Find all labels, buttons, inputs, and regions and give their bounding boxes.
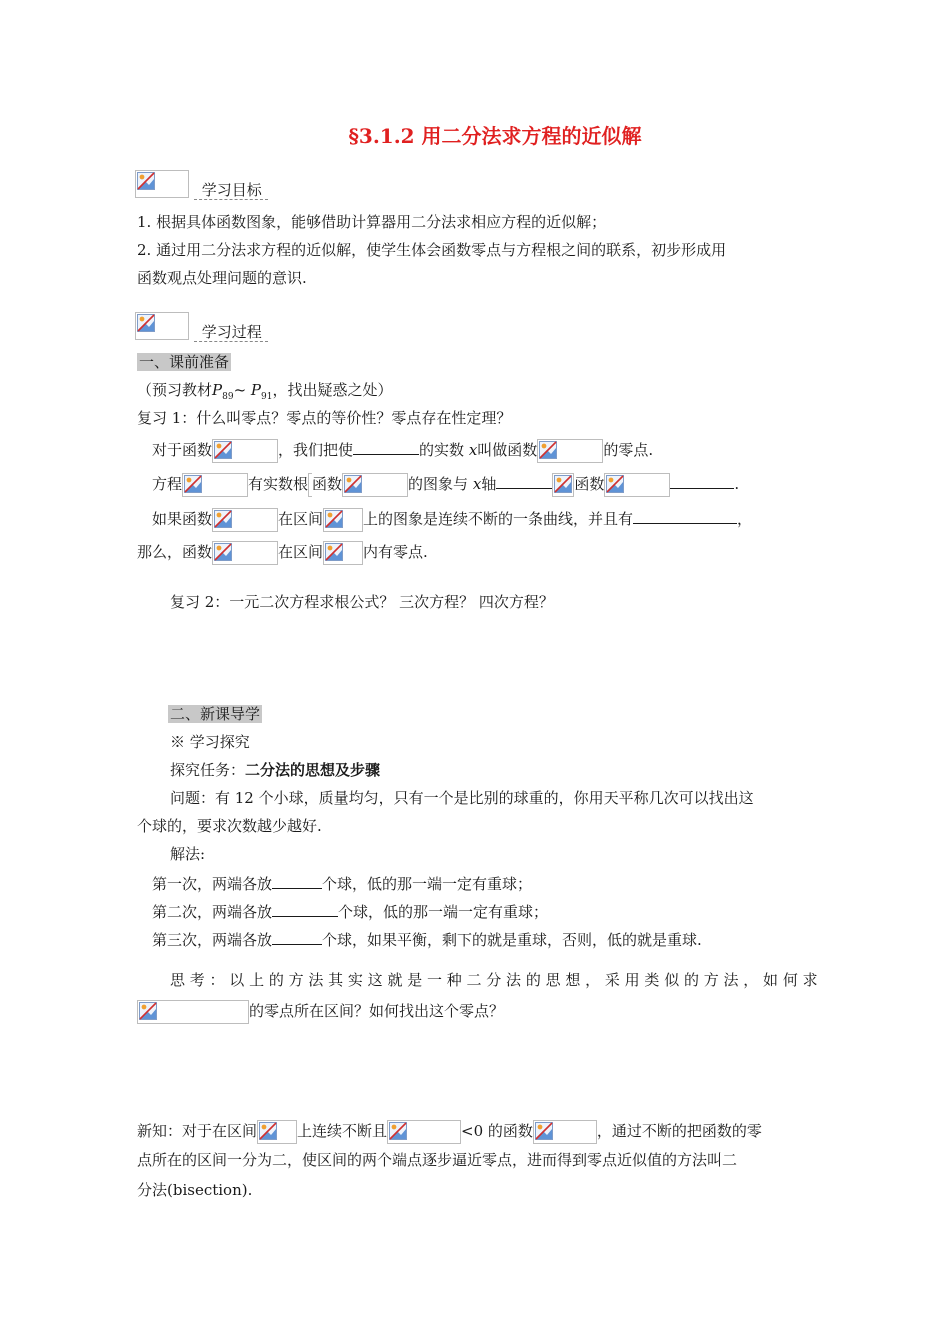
formula-image [137, 1000, 249, 1024]
problem-line-1: 问题：有 12 个小球，质量均匀，只有一个是比别的球重的，你用天平称几次可以找出这 [170, 789, 754, 807]
explore-heading: ※ 学习探究 [170, 733, 250, 751]
step-1: 第一次，两端各放 个球，低的那一端一定有重球； [152, 872, 532, 894]
formula-image [212, 541, 278, 565]
new-knowledge-line-3: 分法(bisection). [137, 1181, 253, 1199]
existence-line: 如果函数 在区间 上的图象是连续不断的一条曲线，并且有 ， [152, 507, 752, 532]
section-prep: 一、课前准备 [139, 353, 230, 371]
broken-image-icon [214, 510, 232, 528]
broken-image-icon [539, 441, 557, 459]
process-heading: 学习过程 [194, 323, 268, 342]
goal-line-3: 函数观点处理问题的意识. [137, 269, 307, 287]
broken-image-icon [535, 1122, 553, 1140]
preview-line: （预习教材$P_{89}\sim$ $P_{91}$，找出疑惑之处） [137, 381, 393, 402]
goal-line-2: 2. 通过用二分法求方程的近似解，使学生体会函数零点与方程根之间的联系，初步形成用 [137, 241, 727, 259]
step-2: 第二次，两端各放 个球，低的那一端一定有重球； [152, 900, 548, 922]
formula-image [182, 473, 248, 497]
new-knowledge-line-2: 点所在的区间一分为二，使区间的两个端点逐步逼近零点，进而得到零点近似值的方法叫二 [137, 1151, 738, 1169]
interval-image [323, 541, 363, 565]
existence-conclusion-line: 那么，函数 在区间 内有零点. [137, 541, 428, 565]
think-line-2: 的零点所在区间？如何找出这个零点？ [137, 1000, 504, 1024]
heading-image-placeholder [135, 312, 189, 340]
fill-blank[interactable] [272, 900, 338, 917]
solution-label: 解法: [170, 845, 206, 863]
formula-image [533, 1120, 597, 1144]
zero-definition-line: 对于函数 ，我们把使 的实数 x叫做函数 的零点. [152, 438, 653, 463]
interval-image [323, 508, 363, 532]
formula-image [308, 473, 312, 497]
broken-image-icon [344, 475, 362, 493]
broken-image-icon [214, 543, 232, 561]
broken-image-icon [325, 510, 343, 528]
section-new-lesson: 二、新课导学 [170, 705, 261, 723]
think-line-1: 思 考 ： 以 上 的 方 法 其 实 这 就 是 一 种 二 分 法 的 思 想 ， 采 用 类 似 的 方 法 ， 如 何 求 [170, 971, 818, 989]
interval-image [257, 1120, 297, 1144]
process-heading-row [135, 312, 268, 340]
fill-blank[interactable] [272, 872, 322, 889]
formula-image [604, 473, 670, 497]
fill-blank[interactable] [496, 472, 552, 489]
equivalence-line: 方程 有实数根 函数 的图象与 x轴 函数 . [152, 472, 739, 497]
page-title: §3.1.2 用二分法求方程的近似解 [348, 124, 642, 148]
formula-image [537, 439, 603, 463]
formula-image [387, 1120, 461, 1144]
broken-image-icon [139, 1002, 157, 1020]
broken-image-icon [389, 1122, 407, 1140]
fill-blank[interactable] [670, 472, 734, 489]
broken-image-icon [137, 314, 155, 332]
fill-blank[interactable] [353, 438, 419, 455]
broken-image-icon [184, 475, 202, 493]
task-line: 探究任务：二分法的思想及步骤 [170, 761, 381, 779]
formula-image [212, 508, 278, 532]
review-1: 复习 1：什么叫零点？零点的等价性？零点存在性定理？ [137, 409, 512, 427]
formula-image [552, 473, 574, 497]
new-knowledge-line-1: 新知：对于在区间 上连续不断且 <0 的函数 ，通过不断的把函数的零 [137, 1120, 762, 1144]
broken-image-icon [259, 1122, 277, 1140]
review-2: 复习 2：一元二次方程求根公式？ 三次方程？ 四次方程？ [170, 593, 554, 611]
broken-image-icon [214, 441, 232, 459]
heading-image-placeholder [135, 170, 189, 198]
problem-line-2: 个球的，要求次数越少越好. [137, 817, 322, 835]
step-3: 第三次，两端各放 个球，如果平衡，剩下的就是重球，否则，低的就是重球. [152, 928, 702, 950]
broken-image-icon [606, 475, 624, 493]
formula-image [212, 439, 278, 463]
goals-heading-row [135, 170, 268, 198]
broken-image-icon [325, 543, 343, 561]
broken-image-icon [554, 475, 572, 493]
broken-image-icon [137, 172, 155, 190]
fill-blank[interactable] [633, 507, 737, 524]
goal-line-1: 1. 根据具体函数图象，能够借助计算器用二分法求相应方程的近似解； [137, 213, 607, 231]
goals-heading: 学习目标 [194, 181, 268, 200]
fill-blank[interactable] [272, 928, 322, 945]
formula-image [342, 473, 408, 497]
